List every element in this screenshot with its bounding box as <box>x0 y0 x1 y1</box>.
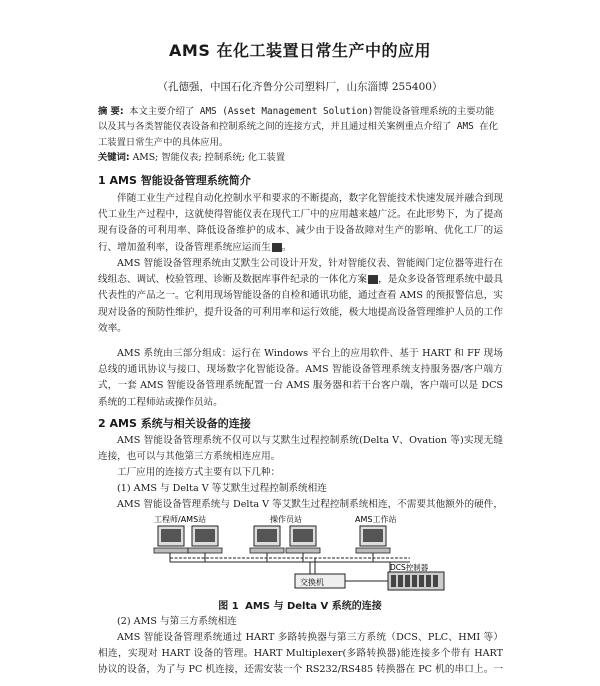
paragraph-3 <box>98 346 503 411</box>
paragraph-3-text: AMS 系统由三部分组成：运行在 Windows 平台上的应用软件、基于 HART 和 FF 现场总线的通讯协议与接口、现场数字化智能设备。AMS 智能设备管理系统支持服务器/客户端方式，一套 AMS 智能设备管理系统配置一台 AMS 服务器和若干台客户端，客户端可以是 DCS 系统的工程师站或操作员站。 <box>98 348 503 408</box>
abstract-text: 本文主要介绍了 AMS (Asset Management Solution)智能设备管理系统的主要功能以及其与各类智能仪表设备和控制系统之间的连接方式，并且通过相关案例重点介绍了 AMS 在化工装置日常生产中的具体应用。 <box>98 106 498 148</box>
paragraph-6-text: AMS 智能设备管理系统与 Delta V 等艾默生过程控制系统相连，不需要其他额外的硬件， <box>117 499 503 510</box>
citation-mark <box>272 243 282 252</box>
paragraph-5 <box>98 465 503 481</box>
paragraph-7 <box>98 630 503 680</box>
label-switch: 交换机 <box>300 578 324 587</box>
computer-icon <box>286 526 320 553</box>
label-operator-station: 操作员站 <box>270 515 302 524</box>
figure-1-number: 图 1 <box>218 601 239 612</box>
figure-1-diagram <box>150 512 450 596</box>
paragraph-2a-text: AMS 智能设备管理系统由艾默生公司设计开发，针对智能仪表、智能阀门定位器等进行在线组态、调试、校验管理、诊断及数据库事件纪录的一体化方案 <box>98 258 503 286</box>
label-dcs-controller: DCS控制器 <box>390 563 429 572</box>
list-item-2-text: (2) AMS 与第三方系统相连 <box>117 616 237 627</box>
paragraph-4-text: AMS 智能设备管理系统不仅可以与艾默生过程控制系统(Delta V、Ovation 等)实现无缝连接，也可以与其他第三方系统相连应用。 <box>98 435 503 463</box>
computer-icon <box>356 526 390 553</box>
computer-icon <box>250 526 284 553</box>
citation-mark <box>368 275 378 284</box>
abstract <box>98 104 501 150</box>
keywords <box>98 149 501 163</box>
figure-1-caption <box>0 597 600 612</box>
paragraph-2b-text: ，是众多设备管理系统中最具代表性的产品之一。它利用现场智能设备的自检和通讯功能，通过查看 AMS 的预报警信息，实现对设备的预防性维护，提升设备的可利用率和运行效能，极大地提高设备管理维护人员的工作效率。 <box>98 274 504 334</box>
list-item-2 <box>98 614 503 630</box>
abstract-label: 摘 要: <box>98 106 124 117</box>
computer-icon <box>188 526 222 553</box>
keywords-text: AMS; 智能仪表; 控制系统; 化工装置 <box>132 152 286 163</box>
paragraph-4 <box>98 433 503 465</box>
paragraph-1-text: 伴随工业生产过程自动化控制水平和要求的不断提高，数字化智能技术快速发展并融合到现代工业生产过程中，这就使得智能仪表在现代工厂中的应用越来越广泛。在此形势下，为了提高现有设备的可利用率、降低设备维护的成本、减少由于设备故障对生产的影响、优化工厂的运行、增加盈利率，设备管理系统应运而生 <box>98 193 503 253</box>
dcs-controller-icon <box>388 572 444 590</box>
paragraph-7-text: AMS 智能设备管理系统通过 HART 多路转换器与第三方系统（DCS、PLC、HMI 等）相连，实现对 HART 设备的管理。HART Multiplexer(多路转换器)能连接多个带有 HART 协议的设备，为了与 PC 机连接，还需安装一个 RS232/RS485 转换器在 PC 机的串口上。一 <box>98 632 503 676</box>
label-ams-workstation: AMS工作站 <box>355 515 397 524</box>
label-engineer-station: 工程师/AMS站 <box>154 515 207 524</box>
section-1-heading: 1 AMS 智能设备管理系统简介 <box>98 174 251 187</box>
author-line: （孔德强，中国石化齐鲁分公司塑料厂，山东淄博 255400） <box>157 81 443 93</box>
paragraph-2 <box>98 256 503 337</box>
list-item-1-text: (1) AMS 与 Delta V 等艾默生过程控制系统相连 <box>117 483 327 494</box>
paper-title: AMS 在化工装置日常生产中的应用 <box>169 41 431 60</box>
computer-icon <box>154 526 188 553</box>
paragraph-6 <box>98 497 503 513</box>
paragraph-5-text: 工厂应用的连接方式主要有以下几种： <box>117 467 281 478</box>
keywords-label: 关键词: <box>98 152 130 163</box>
section-2-heading: 2 AMS 系统与相关设备的连接 <box>98 417 251 430</box>
figure-1-title: AMS 与 Delta V 系统的连接 <box>245 601 382 612</box>
list-item-1 <box>98 481 503 497</box>
paragraph-1: 伴随工业生产过程自动化控制水平和要求的不断提高，数字化智能技术快速发展并融合到现代工业生产过程中，这就使得智能仪表在现代工厂中的应用越来越广泛。在此形势下，为了提高现有设备的可利用率、降低设备维护的成本、减少由于设备故障对生产的影响、优化工厂的运行、增加盈利率，设备管理系统应运而生 。 <box>98 193 503 253</box>
